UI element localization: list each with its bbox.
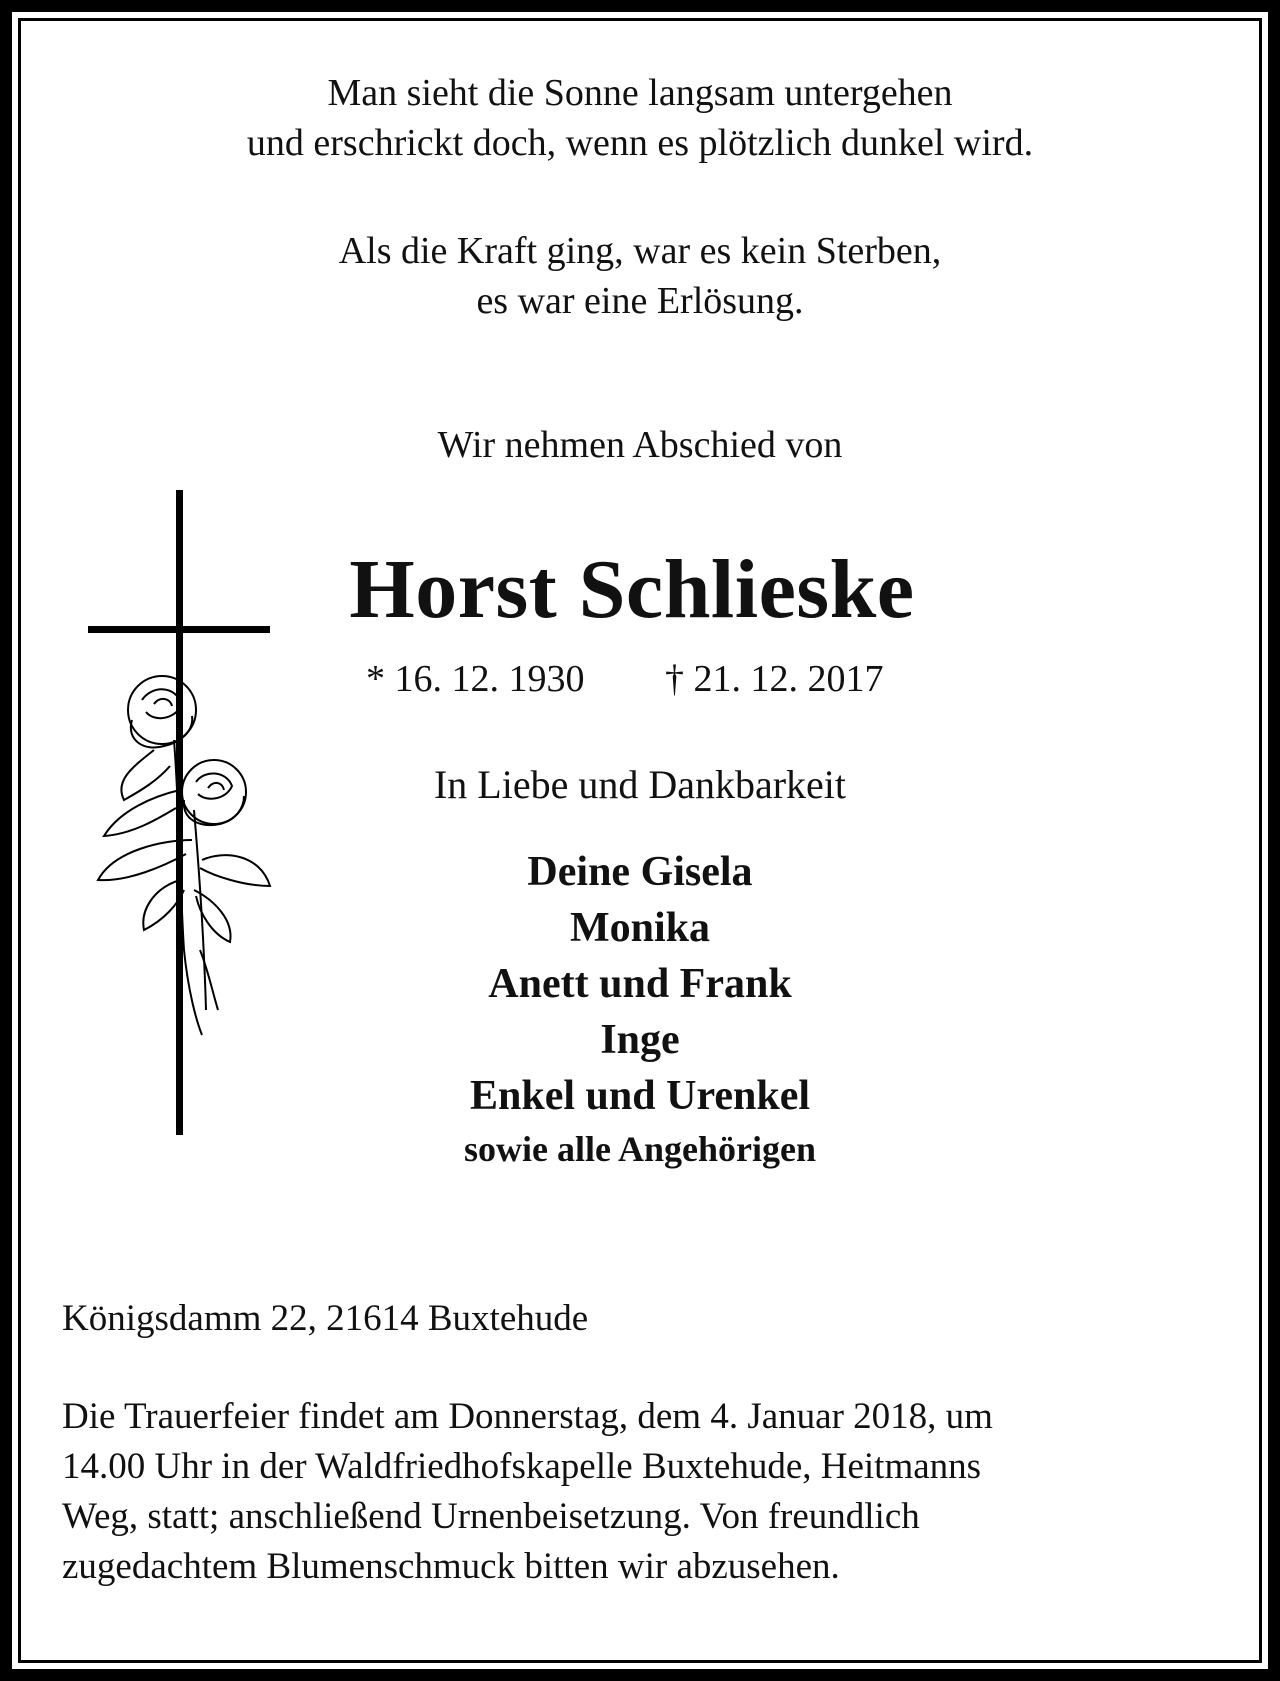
death-date: † 21. 12. 2017 xyxy=(665,658,884,700)
service-line-2: 14.00 Uhr in der Waldfriedhofskapelle Buxtehude, Heitmanns xyxy=(62,1446,982,1487)
verse-line-3: Als die Kraft ging, war es kein Sterben, xyxy=(338,230,942,272)
verse-line-1: Man sieht die Sonne langsam untergehen xyxy=(327,72,953,114)
service-line-3: Weg, statt; anschließend Urnenbeisetzung. Von freundlich xyxy=(62,1496,920,1537)
mourner-line: Monika xyxy=(569,905,711,951)
family-address: Königsdamm 22, 21614 Buxtehude xyxy=(62,1298,589,1339)
mourner-line: Anett und Frank xyxy=(488,961,792,1007)
farewell-intro: Wir nehmen Abschied von xyxy=(437,424,843,466)
service-notice xyxy=(62,1392,1222,1592)
mourner-line: sowie alle Angehörigen xyxy=(464,1129,816,1169)
verse-line-2: und erschrickt doch, wenn es plötzlich dunkel wird. xyxy=(246,122,1034,164)
mourner-line: Enkel und Urenkel xyxy=(470,1073,810,1119)
thanks-line: In Liebe und Dankbarkeit xyxy=(433,762,847,807)
mourner-line: Deine Gisela xyxy=(527,849,753,895)
service-line-4: zugedachtem Blumenschmuck bitten wir abzusehen. xyxy=(62,1546,840,1587)
verse-line-4: es war eine Erlösung. xyxy=(476,280,804,322)
verse-stanza-1 xyxy=(0,68,1280,168)
verse-stanza-2 xyxy=(0,226,1280,326)
mourners-list xyxy=(0,844,1280,1174)
deceased-name: Horst Schlieske xyxy=(349,543,915,636)
birth-date: * 16. 12. 1930 xyxy=(366,658,585,700)
mourner-line: Inge xyxy=(600,1017,680,1063)
service-line-1: Die Trauerfeier findet am Donnerstag, dem 4. Januar 2018, um xyxy=(62,1396,993,1437)
